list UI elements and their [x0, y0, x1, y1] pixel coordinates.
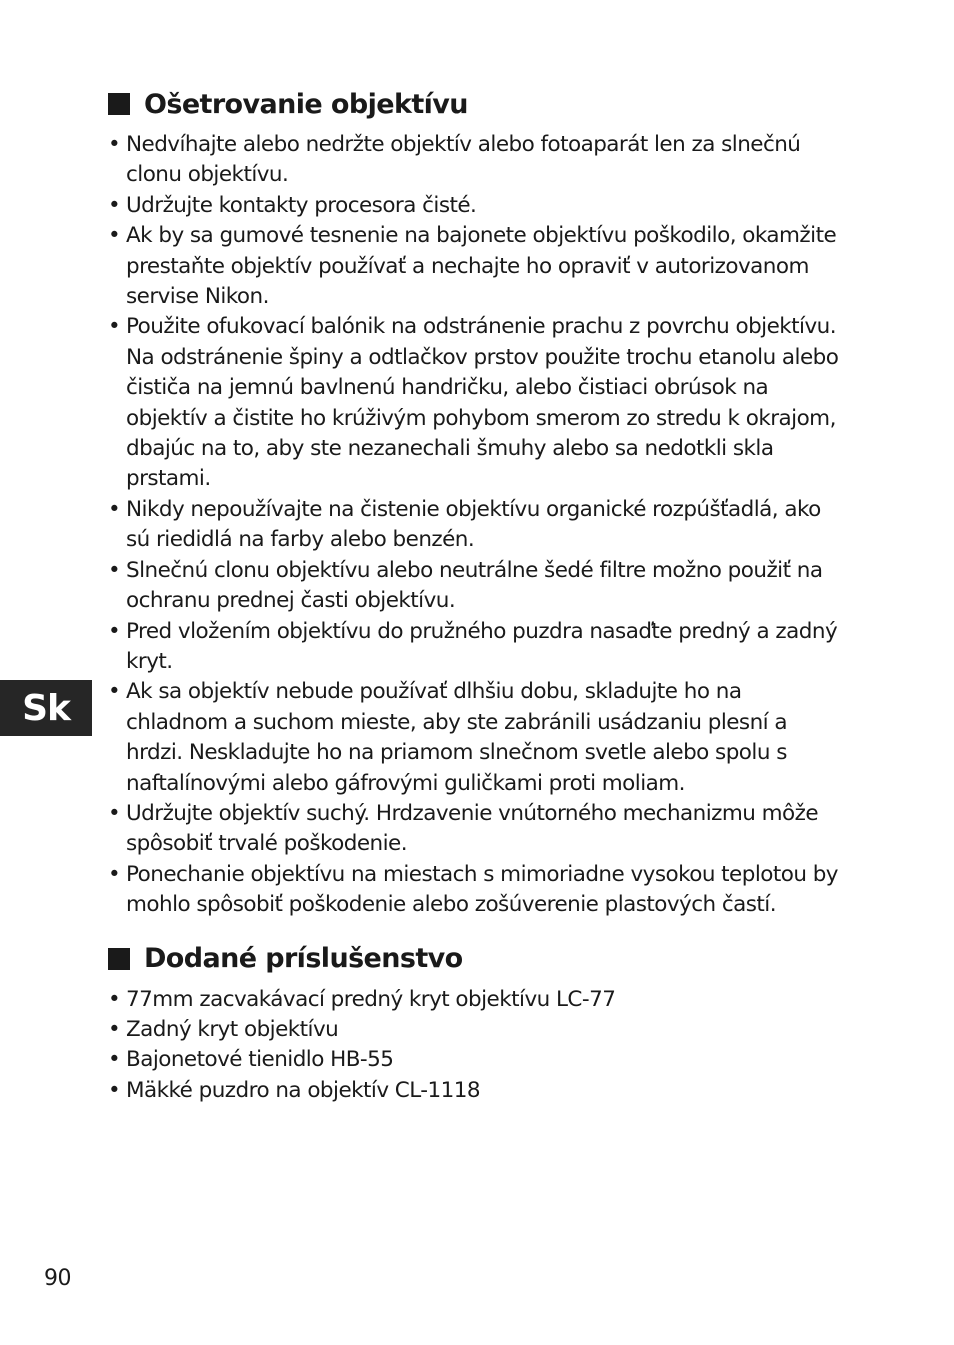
- list-item: • Nikdy nepoužívajte na čistenie objektívu organické rozpúšťadlá, ako sú riedidlá na farby alebo benzén.: [108, 496, 821, 553]
- list-item: • Zadný kryt objektívu: [108, 1015, 848, 1045]
- square-bullet-icon: [108, 93, 130, 115]
- bullet-icon: •: [108, 1077, 121, 1103]
- bullet-icon: •: [108, 800, 121, 826]
- list-item: • Mäkké puzdro na objektív CL-1118: [108, 1076, 848, 1106]
- bullet-icon: •: [108, 496, 121, 522]
- section-title: Dodané príslušenstvo: [144, 943, 463, 975]
- list-item: • Ak sa objektív nebude používať dlhšiu dobu, skladujte ho na chladnom a suchom mieste, aby ste zabránili usádzaniu plesní a hrdzi. Neskladujte ho na priamom slnečnom svetle alebo spolu s naftalínovými alebo gáfrovými guličkami proti moliam.: [108, 679, 787, 796]
- list-item: • Udržujte objektív suchý. Hrdzavenie vnútorného mechanizmu môže spôsobiť trvalé poškodenie.: [108, 800, 819, 857]
- list-item: • 77mm zacvakávací predný kryt objektívu LC-77: [108, 985, 848, 1015]
- bullet-icon: •: [108, 314, 121, 340]
- bullet-icon: •: [108, 557, 121, 583]
- bullet-icon: •: [108, 132, 121, 157]
- list-item: • Slnečnú clonu objektívu alebo neutrálne šedé filtre možno použiť na ochranu prednej časti objektívu.: [108, 557, 823, 614]
- list-item: • Bajonetové tienidlo HB-55: [108, 1045, 848, 1075]
- page-content: [108, 84, 848, 1106]
- list-item: • Ak by sa gumové tesnenie na bajonete objektívu poškodilo, okamžite prestaňte objektív používať a nechajte ho opraviť v autorizovanom servise Nikon.: [108, 223, 837, 310]
- section-heading-lens-care: [108, 84, 848, 124]
- bullet-icon: •: [108, 1016, 121, 1042]
- bullet-icon: •: [108, 861, 121, 887]
- section-title: Ošetrovanie objektívu: [144, 88, 468, 120]
- language-tab: Sk: [0, 680, 92, 736]
- bullet-icon: •: [108, 679, 121, 705]
- bullet-icon: •: [108, 986, 121, 1012]
- list-item: • Nedvíhajte alebo nedržte objektív alebo fotoaparát len za slnečnú clonu objektívu.: [108, 132, 801, 188]
- bullet-icon: •: [108, 192, 121, 218]
- square-bullet-icon: [108, 948, 130, 970]
- bullet-icon: •: [108, 1047, 121, 1073]
- list-item: • Udržujte kontakty procesora čisté.: [108, 191, 848, 221]
- lens-care-list: [108, 130, 848, 921]
- accessories-list: [108, 985, 848, 1107]
- list-item: • Pred vložením objektívu do pružného puzdra nasaďte predný a zadný kryt.: [108, 618, 838, 674]
- bullet-icon: •: [108, 618, 121, 644]
- list-item: • Použite ofukovací balónik na odstránenie prachu z povrchu objektívu. Na odstránenie špiny a odtlačkov prstov použite trochu etanolu alebo čističa na jemnú bavlnenú handričku, alebo čistiaci obrúsok na objektív a čistite ho krúživým pohybom smerom zo stredu k okrajom, dbajúc na to, aby ste nezanechali šmuhy alebo sa nedotkli skla prstami.: [108, 314, 839, 492]
- bullet-icon: •: [108, 223, 121, 249]
- section-heading-supplied-accessories: [108, 939, 848, 979]
- list-item: • Ponechanie objektívu na miestach s mimoriadne vysokou teplotou by mohlo spôsobiť poškodenie alebo zošúverenie plastových častí.: [108, 861, 838, 918]
- page-number: 90: [44, 1266, 71, 1291]
